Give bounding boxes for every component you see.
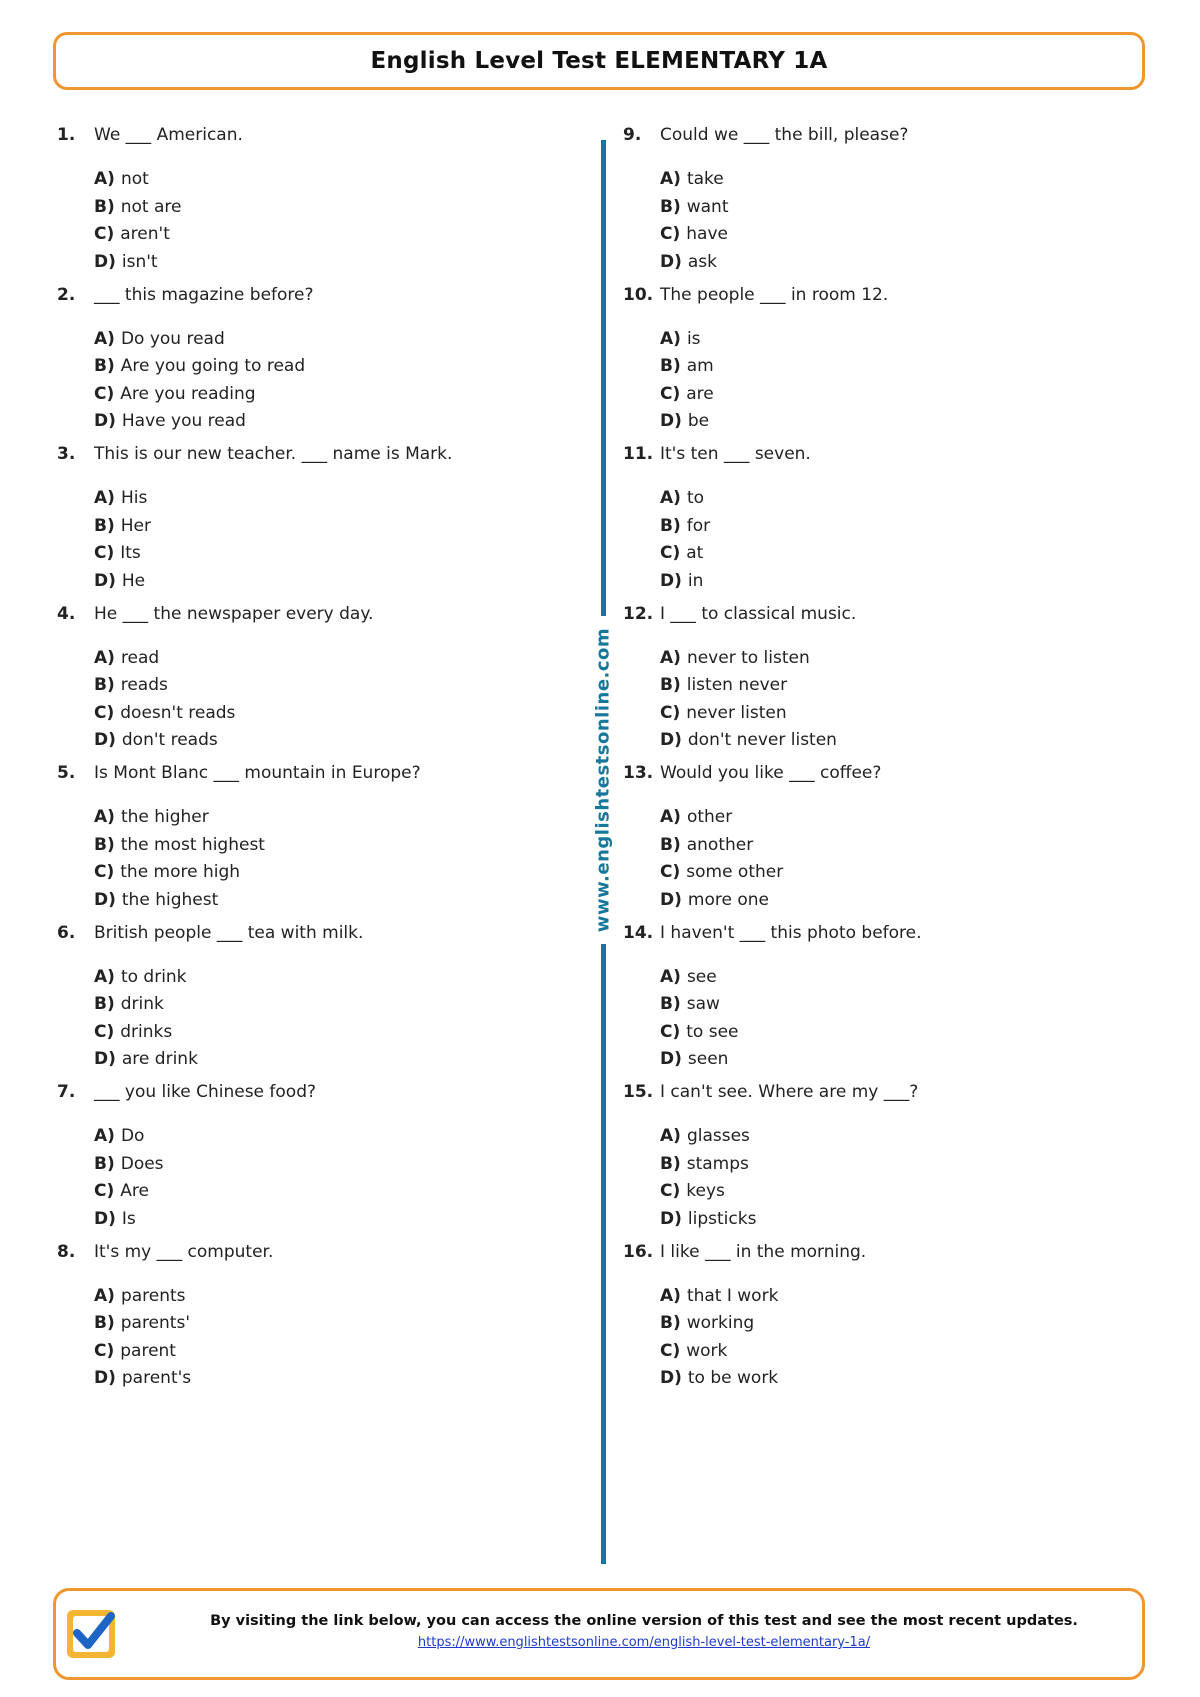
answer-option [660, 1048, 739, 1076]
question-item [57, 284, 577, 444]
option-text: is [686, 328, 701, 349]
question-text: It's ten ___ seven. [660, 444, 811, 464]
question-text: ___ this magazine before? [94, 284, 314, 305]
footer-message: By visiting the link below, you can access the online version of this test and see the most recent updates. [210, 1613, 1078, 1629]
option-letter: C) [94, 383, 115, 404]
option-text: to [686, 488, 705, 508]
option-text: want [686, 196, 729, 217]
option-letter: A) [94, 647, 115, 668]
question-text: We ___ American. [94, 125, 243, 145]
answer-option [660, 251, 729, 279]
question-item [623, 284, 1143, 444]
question-number: 4. [57, 603, 76, 624]
question-text: I haven't ___ this photo before. [660, 922, 922, 943]
question-number: 8. [57, 1241, 76, 1262]
option-text: Do [120, 1126, 145, 1146]
option-letter: C) [660, 862, 681, 882]
question-text: Could we ___ the bill, please? [660, 125, 909, 145]
option-text: the most highest [120, 834, 265, 855]
option-text: His [120, 488, 148, 508]
option-letter: B) [660, 675, 681, 695]
answer-option [94, 1340, 191, 1368]
question-line [57, 762, 577, 784]
checkbox-check-icon [64, 1607, 118, 1661]
answer-option [94, 1285, 191, 1313]
option-text: stamps [686, 1153, 749, 1174]
answer-options [660, 806, 783, 916]
answer-option [660, 1340, 778, 1368]
question-text: Is Mont Blanc ___ mountain in Europe? [94, 763, 421, 783]
question-item [623, 762, 1143, 922]
option-letter: A) [94, 488, 115, 508]
answer-option [94, 570, 151, 598]
answer-option [660, 328, 714, 356]
answer-option [94, 355, 305, 383]
answer-option [94, 834, 265, 862]
question-text: It's my ___ computer. [94, 1241, 274, 1262]
question-number: 7. [57, 1082, 76, 1102]
option-text: Are you going to read [120, 356, 306, 376]
answer-option [94, 861, 265, 889]
option-letter: C) [94, 543, 115, 563]
questions-left-column [57, 124, 577, 1400]
option-letter: B) [94, 675, 115, 695]
answer-options [660, 1285, 778, 1395]
answer-option [94, 383, 305, 411]
question-item [57, 922, 577, 1082]
answer-option [94, 542, 151, 570]
questions-right-column [623, 124, 1143, 1400]
question-number: 10. [623, 284, 654, 305]
answer-option [660, 168, 729, 196]
option-letter: C) [94, 862, 115, 882]
answer-option [660, 966, 739, 994]
answer-option [94, 251, 181, 279]
option-text: read [120, 647, 160, 668]
option-letter: D) [660, 1049, 682, 1069]
option-letter: A) [94, 1126, 115, 1146]
option-text: never to listen [686, 647, 810, 668]
column-divider-bottom [601, 944, 606, 1564]
option-letter: A) [660, 328, 681, 349]
answer-option [660, 410, 714, 438]
option-text: Her [120, 515, 151, 536]
question-number: 1. [57, 125, 76, 145]
option-text: be [687, 411, 710, 431]
option-text: take [686, 169, 724, 189]
answer-option [94, 1312, 191, 1340]
option-letter: D) [94, 251, 116, 272]
answer-option [94, 702, 235, 730]
answer-option [94, 196, 181, 224]
option-text: don't never listen [687, 730, 837, 750]
answer-option [94, 328, 305, 356]
option-letter: B) [660, 994, 681, 1014]
option-text: that I work [686, 1285, 779, 1306]
option-text: He [121, 570, 146, 591]
option-text: Are [120, 1181, 149, 1201]
question-text: I can't see. Where are my ___? [660, 1082, 919, 1102]
option-letter: A) [94, 169, 115, 189]
option-letter: D) [660, 251, 682, 272]
answer-options [94, 1285, 191, 1395]
option-text: the higher [120, 807, 209, 827]
answer-option [660, 861, 783, 889]
answer-option [94, 806, 265, 834]
answer-options [94, 487, 151, 597]
option-text: aren't [120, 224, 170, 244]
answer-option [94, 993, 198, 1021]
option-text: listen never [686, 675, 788, 695]
option-text: more one [687, 889, 769, 910]
answer-option [94, 515, 151, 543]
option-text: some other [686, 862, 784, 882]
question-line [623, 603, 1143, 625]
question-item [623, 922, 1143, 1082]
option-text: saw [686, 994, 720, 1014]
question-item [623, 1081, 1143, 1241]
answer-option [94, 168, 181, 196]
option-letter: A) [660, 169, 681, 189]
option-text: lipsticks [687, 1208, 757, 1229]
answer-option [660, 729, 837, 757]
question-text: This is our new teacher. ___ name is Mark. [94, 444, 453, 464]
question-line [623, 284, 1143, 306]
answer-options [660, 647, 837, 757]
answer-option [660, 993, 739, 1021]
option-letter: D) [660, 1208, 682, 1229]
question-number: 14. [623, 922, 654, 943]
option-letter: D) [660, 411, 682, 431]
answer-option [94, 1021, 198, 1049]
option-letter: D) [94, 1368, 116, 1388]
answer-option [660, 647, 837, 675]
title-box [53, 32, 1145, 90]
option-text: reads [120, 675, 168, 695]
option-letter: C) [94, 1021, 115, 1042]
answer-options [94, 328, 305, 438]
answer-option [660, 355, 714, 383]
question-text: ___ you like Chinese food? [94, 1082, 317, 1102]
question-number: 11. [623, 444, 654, 464]
question-item [57, 762, 577, 922]
option-letter: D) [660, 570, 682, 591]
question-number: 2. [57, 284, 76, 305]
answer-option [660, 674, 837, 702]
option-letter: C) [94, 224, 115, 244]
option-text: never listen [686, 702, 787, 723]
answer-option [660, 1208, 756, 1236]
option-letter: D) [660, 889, 682, 910]
answer-options [94, 806, 265, 916]
option-text: to be work [687, 1368, 779, 1388]
option-text: ask [687, 251, 718, 272]
question-number: 5. [57, 763, 76, 783]
question-number: 16. [623, 1241, 654, 1262]
question-text: I ___ to classical music. [660, 603, 857, 624]
answer-option [660, 806, 783, 834]
question-line [57, 284, 577, 306]
answer-options [660, 966, 739, 1076]
option-letter: B) [660, 515, 681, 536]
question-number: 3. [57, 444, 76, 464]
option-text: other [686, 807, 733, 827]
answer-option [660, 1367, 778, 1395]
answer-option [660, 889, 783, 917]
option-text: doesn't reads [120, 702, 236, 723]
answer-options [660, 1125, 756, 1235]
option-letter: B) [94, 834, 115, 855]
option-letter: D) [94, 889, 116, 910]
answer-option [660, 1180, 756, 1208]
answer-option [94, 966, 198, 994]
question-item [57, 603, 577, 763]
answer-option [660, 542, 710, 570]
option-letter: C) [94, 1181, 115, 1201]
answer-option [660, 702, 837, 730]
option-letter: A) [660, 1126, 681, 1146]
option-text: in [687, 570, 704, 591]
option-text: parents' [120, 1313, 190, 1333]
option-text: not are [120, 196, 182, 217]
option-letter: B) [94, 1153, 115, 1174]
option-letter: C) [660, 383, 681, 404]
answer-option [94, 1048, 198, 1076]
answer-option [660, 515, 710, 543]
option-text: am [686, 356, 714, 376]
answer-option [94, 647, 235, 675]
answer-option [94, 1125, 164, 1153]
option-text: another [686, 834, 754, 855]
question-line [57, 603, 577, 625]
answer-option [94, 223, 181, 251]
answer-option [660, 223, 729, 251]
answer-option [94, 729, 235, 757]
answer-option [660, 1125, 756, 1153]
question-number: 9. [623, 125, 642, 145]
option-text: drink [120, 994, 164, 1014]
option-text: parents [120, 1285, 186, 1306]
question-line [623, 443, 1143, 465]
option-text: parent [120, 1340, 176, 1361]
option-letter: B) [94, 356, 115, 376]
answer-options [94, 647, 235, 757]
option-text: seen [687, 1049, 729, 1069]
answer-options [660, 328, 714, 438]
option-text: drinks [120, 1021, 173, 1042]
question-item [57, 124, 577, 284]
option-letter: B) [94, 994, 115, 1014]
footer-box [53, 1588, 1145, 1680]
option-letter: C) [660, 1340, 681, 1361]
question-text: Would you like ___ coffee? [660, 763, 882, 783]
answer-option [94, 1208, 164, 1236]
question-item [623, 1241, 1143, 1401]
answer-option [94, 487, 151, 515]
question-item [623, 124, 1143, 284]
question-item [57, 1241, 577, 1401]
option-letter: D) [94, 570, 116, 591]
option-letter: A) [94, 807, 115, 827]
question-text: British people ___ tea with milk. [94, 922, 364, 943]
answer-option [660, 834, 783, 862]
option-text: Is [121, 1208, 136, 1229]
question-item [57, 1081, 577, 1241]
answer-option [94, 674, 235, 702]
answer-option [94, 1153, 164, 1181]
answer-options [94, 168, 181, 278]
option-letter: C) [660, 543, 681, 563]
answer-options [660, 487, 710, 597]
option-text: Are you reading [120, 383, 256, 404]
question-line [57, 1081, 577, 1103]
option-text: the more high [120, 862, 241, 882]
option-letter: D) [94, 1049, 116, 1069]
option-letter: C) [660, 702, 681, 723]
answer-option [660, 1285, 778, 1313]
option-text: to drink [120, 966, 187, 987]
question-number: 15. [623, 1082, 654, 1102]
question-item [623, 603, 1143, 763]
answer-option [660, 1153, 756, 1181]
column-divider-top [601, 140, 606, 616]
option-text: are [686, 383, 714, 404]
question-line [57, 124, 577, 146]
question-number: 13. [623, 763, 654, 783]
option-text: are drink [121, 1049, 198, 1069]
option-letter: A) [660, 488, 681, 508]
question-line [57, 443, 577, 465]
option-letter: B) [94, 515, 115, 536]
option-text: to see [686, 1021, 739, 1042]
answer-option [660, 1021, 739, 1049]
option-letter: C) [660, 1181, 681, 1201]
option-letter: D) [660, 1368, 682, 1388]
option-letter: A) [660, 1285, 681, 1306]
option-letter: A) [660, 966, 681, 987]
option-text: the highest [121, 889, 219, 910]
answer-option [94, 1367, 191, 1395]
option-letter: A) [94, 966, 115, 987]
question-line [57, 1241, 577, 1263]
answer-option [94, 889, 265, 917]
option-text: isn't [121, 251, 158, 272]
option-letter: C) [660, 1021, 681, 1042]
question-text: The people ___ in room 12. [660, 284, 889, 305]
question-line [623, 1081, 1143, 1103]
option-letter: A) [94, 328, 115, 349]
question-text: I like ___ in the morning. [660, 1241, 867, 1262]
option-text: Its [120, 543, 141, 563]
option-letter: D) [94, 730, 116, 750]
option-letter: D) [94, 411, 116, 431]
answer-option [94, 1180, 164, 1208]
option-letter: C) [94, 1340, 115, 1361]
option-letter: B) [94, 196, 115, 217]
option-letter: B) [660, 356, 681, 376]
option-text: parent's [121, 1368, 192, 1388]
watermark-url: www.englishtestsonline.com [592, 627, 614, 933]
option-text: Does [120, 1153, 164, 1174]
question-item [623, 443, 1143, 603]
option-text: glasses [686, 1126, 750, 1146]
question-line [623, 124, 1143, 146]
question-line [57, 922, 577, 944]
question-line [623, 762, 1143, 784]
question-text: He ___ the newspaper every day. [94, 603, 374, 624]
option-text: Have you read [121, 411, 246, 431]
answer-option [94, 410, 305, 438]
option-text: don't reads [121, 730, 218, 750]
option-letter: D) [94, 1208, 116, 1229]
option-letter: C) [660, 224, 681, 244]
question-number: 6. [57, 922, 76, 943]
option-letter: B) [660, 196, 681, 217]
answer-options [660, 168, 729, 278]
option-letter: B) [94, 1313, 115, 1333]
option-text: at [686, 543, 704, 563]
option-text: have [686, 224, 728, 244]
online-test-link[interactable]: https://www.englishtestsonline.com/english-level-test-elementary-1a/ [417, 1635, 871, 1650]
option-letter: B) [660, 1313, 681, 1333]
answer-options [94, 1125, 164, 1235]
question-number: 12. [623, 603, 654, 624]
answer-option [660, 487, 710, 515]
footer-text [166, 1613, 1122, 1650]
answer-option [660, 570, 710, 598]
answer-option [660, 1312, 778, 1340]
option-letter: D) [660, 730, 682, 750]
answer-option [660, 196, 729, 224]
question-line [623, 922, 1143, 944]
option-letter: B) [660, 834, 681, 855]
page-title: English Level Test ELEMENTARY 1A [370, 48, 828, 74]
option-text: Do you read [120, 328, 225, 349]
option-text: see [686, 966, 717, 987]
option-text: working [686, 1313, 755, 1333]
option-text: for [686, 515, 711, 536]
option-text: not [120, 169, 149, 189]
option-letter: A) [660, 647, 681, 668]
answer-option [660, 383, 714, 411]
option-text: keys [686, 1181, 725, 1201]
option-letter: A) [94, 1285, 115, 1306]
option-letter: C) [94, 702, 115, 723]
question-item [57, 443, 577, 603]
option-letter: B) [660, 1153, 681, 1174]
question-line [623, 1241, 1143, 1263]
answer-options [94, 966, 198, 1076]
option-text: work [686, 1340, 728, 1361]
option-letter: A) [660, 807, 681, 827]
